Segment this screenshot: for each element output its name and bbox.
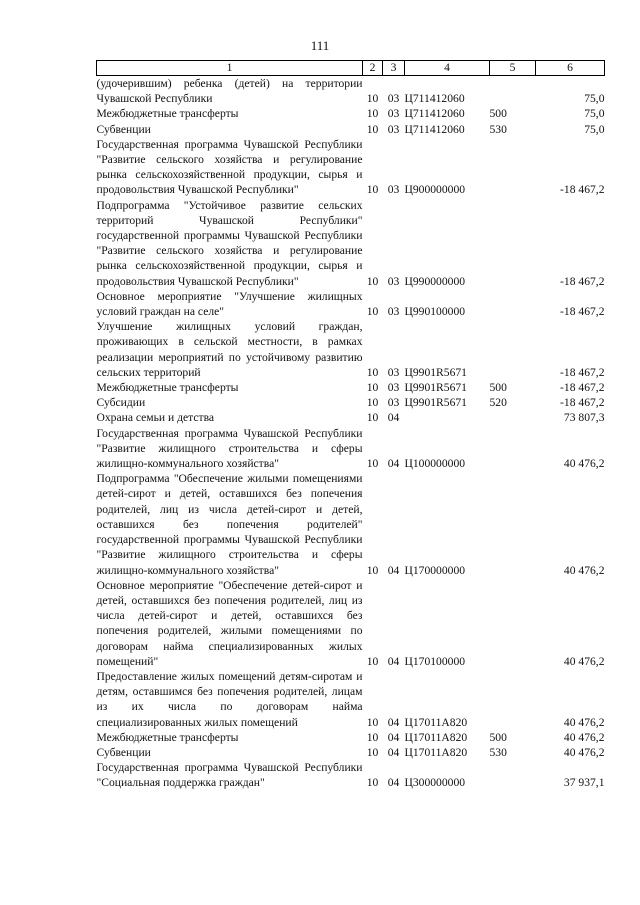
table-row xyxy=(97,669,605,730)
row-target-code: Ц9901R5671 xyxy=(404,396,467,410)
header-col-1: 1 xyxy=(97,61,363,76)
row-expense-type xyxy=(490,289,536,319)
table-row xyxy=(97,745,605,760)
row-expense-type xyxy=(490,319,536,380)
row-amount: 75,0 xyxy=(584,107,605,121)
row-subsection: 03 xyxy=(387,381,400,395)
row-subsection: 03 xyxy=(387,122,400,136)
table-row xyxy=(97,289,605,319)
row-subsection: 04 xyxy=(387,730,400,744)
row-expense-type xyxy=(490,410,536,425)
row-target-code: Ц300000000 xyxy=(404,776,466,790)
row-expense-type: 500 xyxy=(489,107,507,121)
table-header-row xyxy=(97,61,605,76)
row-section: 10 xyxy=(366,730,379,744)
row-section: 10 xyxy=(366,122,379,136)
row-subsection: 04 xyxy=(387,411,400,425)
row-subsection: 04 xyxy=(387,563,400,577)
row-amount: 40 476,2 xyxy=(563,563,605,577)
row-section: 10 xyxy=(366,563,379,577)
row-amount: 75,0 xyxy=(584,122,605,136)
row-section: 10 xyxy=(366,305,379,319)
row-amount: 37 937,1 xyxy=(563,776,605,790)
row-section: 10 xyxy=(366,381,379,395)
row-name: Подпрограмма "Устойчивое развитие сельских территорий Чувашской Республики" государственной программы Чувашской Республики "Развитие сельского хозяйства и регулирование рынка сельскохозяйственной продукции, сырья и продовольствия Чувашской Республики" xyxy=(96,198,363,288)
row-section: 10 xyxy=(366,107,379,121)
row-expense-type xyxy=(490,137,536,198)
row-target-code: Ц17011А820 xyxy=(404,715,468,729)
table-row xyxy=(97,578,605,669)
row-expense-type: 520 xyxy=(489,396,507,410)
row-subsection: 04 xyxy=(387,745,400,759)
row-section: 10 xyxy=(366,183,379,197)
row-section: 10 xyxy=(366,715,379,729)
row-subsection: 03 xyxy=(387,305,400,319)
row-amount: 40 476,2 xyxy=(563,654,605,668)
row-amount: 40 476,2 xyxy=(563,457,605,471)
row-amount: 40 476,2 xyxy=(563,730,605,744)
row-name: Государственная программа Чувашской Республики "Развитие жилищного строительства и сферы жилищно-коммунального хозяйства" xyxy=(96,426,363,471)
row-section: 10 xyxy=(366,745,379,759)
row-amount: -18 467,2 xyxy=(560,381,605,395)
row-subsection: 04 xyxy=(387,654,400,668)
row-target-code: Ц170000000 xyxy=(404,563,466,577)
table-row xyxy=(97,319,605,380)
table-row xyxy=(97,106,605,121)
row-name: Субвенции xyxy=(96,122,151,136)
table-row xyxy=(97,380,605,395)
row-name: Охрана семьи и детства xyxy=(96,411,215,425)
row-name: Государственная программа Чувашской Республики "Социальная поддержка граждан" xyxy=(96,761,363,790)
row-section: 10 xyxy=(366,92,379,106)
row-name: Межбюджетные трансферты xyxy=(96,381,239,395)
table-row xyxy=(97,730,605,745)
row-target-code: Ц17011А820 xyxy=(404,730,468,744)
row-expense-type xyxy=(490,578,536,669)
page-number: 111 xyxy=(310,38,330,53)
row-name: Предоставление жилых помещений детям-сиротам и детям, оставшимся без попечения родителей, лицам из их числа по договорам найма специализированных жилых помещений xyxy=(96,669,363,729)
header-col-4: 4 xyxy=(405,61,490,76)
row-expense-type: 500 xyxy=(489,730,507,744)
row-expense-type xyxy=(490,76,536,107)
row-amount: -18 467,2 xyxy=(560,183,605,197)
row-section: 10 xyxy=(366,457,379,471)
row-name: Субсидии xyxy=(96,396,146,410)
row-name: Межбюджетные трансферты xyxy=(96,107,239,121)
row-expense-type xyxy=(490,426,536,472)
table-row xyxy=(97,122,605,137)
row-expense-type xyxy=(490,669,536,730)
row-subsection: 03 xyxy=(387,274,400,288)
row-amount: -18 467,2 xyxy=(560,365,605,379)
row-name: Подпрограмма "Обеспечение жилыми помещениями детей-сирот и детей, оставшихся без попечения родителей, лиц из числа детей-сирот и детей, оставшихся без попечения родителей" государственной программы Чувашской Республики "Развитие жилищного строительства и сферы жилищно-коммунального хозяйства" xyxy=(96,472,363,577)
table-row xyxy=(97,395,605,410)
row-target-code: Ц17011А820 xyxy=(404,745,468,759)
budget-table xyxy=(96,60,605,791)
row-target-code: Ц711412060 xyxy=(404,122,465,136)
row-subsection: 04 xyxy=(387,715,400,729)
header-col-6: 6 xyxy=(536,61,605,76)
header-col-2: 2 xyxy=(363,61,383,76)
row-target-code: Ц100000000 xyxy=(404,457,466,471)
header-col-3: 3 xyxy=(383,61,405,76)
row-target-code: Ц990000000 xyxy=(404,274,466,288)
row-amount: 73 807,3 xyxy=(563,411,605,425)
row-subsection: 03 xyxy=(387,92,400,106)
row-amount: -18 467,2 xyxy=(560,274,605,288)
row-target-code: Ц170100000 xyxy=(404,654,466,668)
row-amount: 75,0 xyxy=(584,92,605,106)
row-section: 10 xyxy=(366,411,379,425)
row-amount: -18 467,2 xyxy=(560,305,605,319)
row-subsection: 03 xyxy=(387,183,400,197)
row-expense-type xyxy=(490,198,536,289)
row-section: 10 xyxy=(366,274,379,288)
row-subsection: 03 xyxy=(387,396,400,410)
row-section: 10 xyxy=(366,654,379,668)
header-col-5: 5 xyxy=(490,61,536,76)
table-row xyxy=(97,410,605,425)
row-name: Субвенции xyxy=(96,745,151,759)
row-amount: 40 476,2 xyxy=(563,745,605,759)
row-amount: 40 476,2 xyxy=(563,715,605,729)
row-subsection: 03 xyxy=(387,365,400,379)
row-expense-type: 500 xyxy=(489,381,507,395)
table-row xyxy=(97,137,605,198)
row-expense-type: 530 xyxy=(489,122,507,136)
row-target-code: Ц9901R5671 xyxy=(404,365,467,379)
row-subsection: 03 xyxy=(387,107,400,121)
row-expense-type xyxy=(490,471,536,577)
row-name: Межбюджетные трансферты xyxy=(96,730,239,744)
row-amount: -18 467,2 xyxy=(560,396,605,410)
row-name: Основное мероприятие "Обеспечение детей-сирот и детей, оставшихся без попечения родителей, лиц из числа детей-сирот и детей, оставшихся без попечения родителей, жилыми помещениями по договорам найма специализированных жилых помещений" xyxy=(96,578,363,668)
row-section: 10 xyxy=(366,365,379,379)
row-target-code: Ц711412060 xyxy=(404,107,465,121)
row-expense-type: 530 xyxy=(489,745,507,759)
row-name: Государственная программа Чувашской Республики "Развитие сельского хозяйства и регулирование рынка сельскохозяйственной продукции, сырья и продовольствия Чувашской Республики" xyxy=(96,137,363,197)
row-target-code: Ц900000000 xyxy=(404,183,466,197)
table-row xyxy=(97,76,605,107)
table-row xyxy=(97,426,605,472)
row-name: Основное мероприятие "Улучшение жилищных условий граждан на селе" xyxy=(96,289,363,319)
table-row xyxy=(97,471,605,577)
row-target-code: Ц990100000 xyxy=(404,305,466,319)
row-name: (удочерившим) ребенка (детей) на территории Чувашской Республики xyxy=(96,77,363,106)
table-row xyxy=(97,760,605,790)
row-target-code: Ц9901R5671 xyxy=(404,381,467,395)
row-target-code xyxy=(405,410,490,425)
row-expense-type xyxy=(490,760,536,790)
row-name: Улучшение жилищных условий граждан, проживающих в сельской местности, в рамках реализации мероприятий по устойчивому развитию сельских территорий xyxy=(96,320,363,379)
row-target-code: Ц711412060 xyxy=(404,92,465,106)
row-section: 10 xyxy=(366,396,379,410)
row-section: 10 xyxy=(366,776,379,790)
row-subsection: 04 xyxy=(387,776,400,790)
row-subsection: 04 xyxy=(387,457,400,471)
table-row xyxy=(97,198,605,289)
